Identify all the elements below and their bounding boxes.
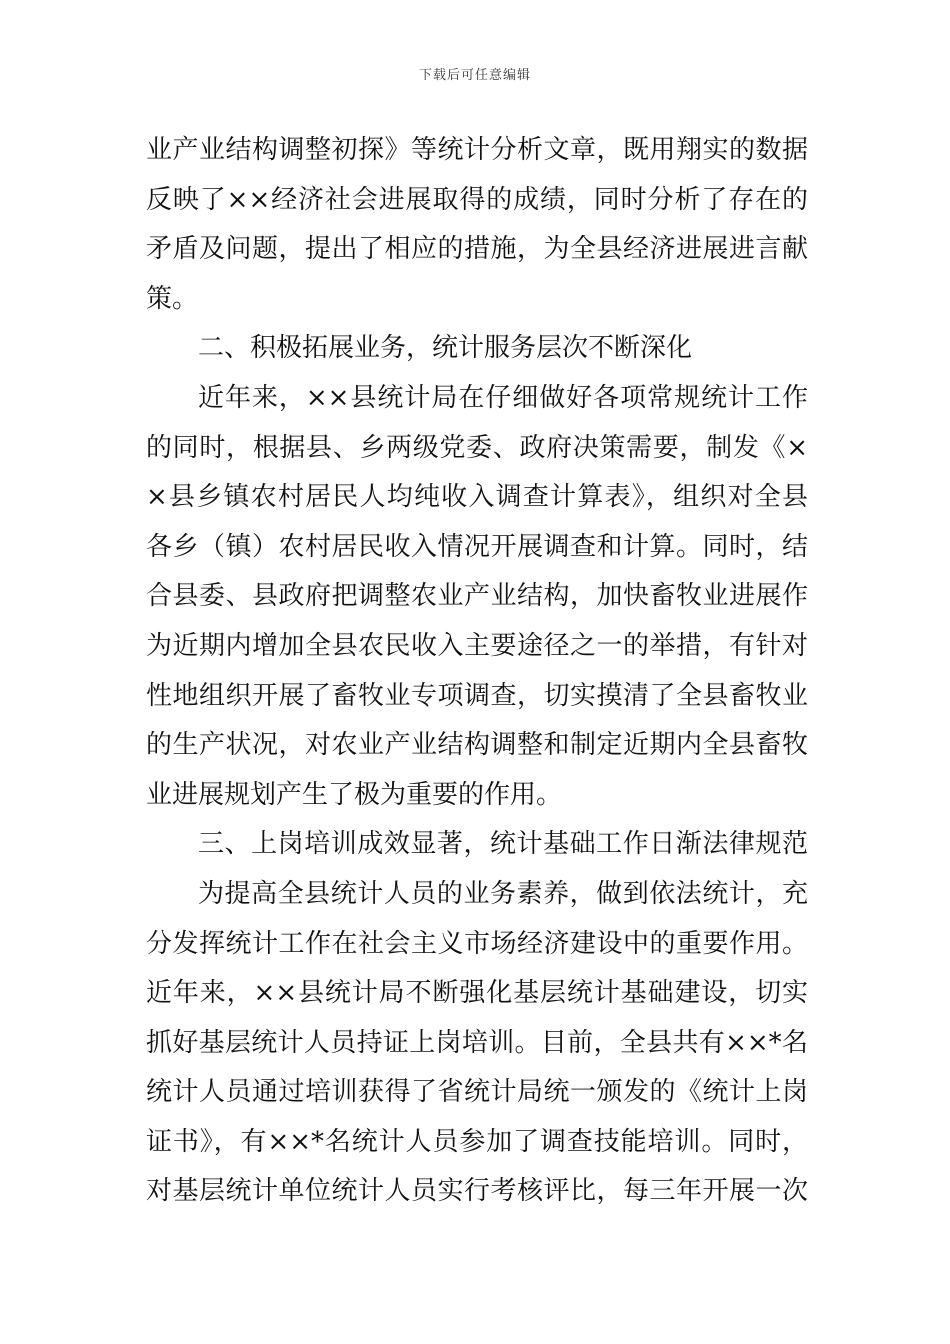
text-line: 证书》，有××*名统计人员参加了调查技能培训。同时， — [146, 1126, 808, 1157]
text-line: 分发挥统计工作在社会主义市场经济建设中的重要作用。 — [146, 928, 808, 959]
page-header: 下载后可任意编辑 — [418, 68, 531, 83]
text-line: 的同时，根据县、乡两级党委、政府决策需要，制发《× — [146, 432, 808, 463]
text-line: 统计人员通过培训获得了省统计局统一颁发的《统计上岗 — [146, 1077, 808, 1108]
text-line: 合县委、县政府把调整农业产业结构，加快畜牧业进展作 — [146, 581, 808, 612]
text-line: 策。 — [146, 283, 199, 314]
text-line: 反映了××经济社会进展取得的成绩，同时分析了存在的 — [146, 184, 808, 215]
text-line: 对基层统计单位统计人员实行考核评比，每三年开展一次 — [146, 1176, 808, 1207]
text-line: 矛盾及问题，提出了相应的措施，为全县经济进展进言献 — [146, 234, 808, 265]
text-line: 业产业结构调整初探》等统计分析文章，既用翔实的数据 — [146, 135, 808, 165]
text-line: 三、上岗培训成效显著，统计基础工作日渐法律规范 — [198, 829, 808, 860]
text-line: 各乡（镇）农村居民收入情况开展调查和计算。同时，结 — [146, 531, 808, 562]
text-line: 的生产状况，对农业产业结构调整和制定近期内全县畜牧 — [146, 730, 808, 761]
text-line: 近年来，××县统计局在仔细做好各项常规统计工作 — [198, 382, 808, 413]
text-line: 近年来，××县统计局不断强化基层统计基础建设，切实 — [146, 978, 808, 1009]
text-line: 为提高全县统计人员的业务素养，做到依法统计，充 — [198, 878, 808, 909]
text-line: 二、积极拓展业务，统计服务层次不断深化 — [198, 333, 693, 364]
text-line: 性地组织开展了畜牧业专项调查，切实摸清了全县畜牧业 — [146, 680, 808, 711]
text-line: 业进展规划产生了极为重要的作用。 — [146, 779, 563, 810]
document-body — [146, 126, 808, 1217]
text-line: 为近期内增加全县农民收入主要途径之一的举措，有针对 — [146, 630, 808, 661]
text-line: ×县乡镇农村居民人均纯收入调查计算表》，组织对全县 — [146, 482, 808, 513]
text-line: 抓好基层统计人员持证上岗培训。目前，全县共有××*名 — [146, 1027, 808, 1058]
